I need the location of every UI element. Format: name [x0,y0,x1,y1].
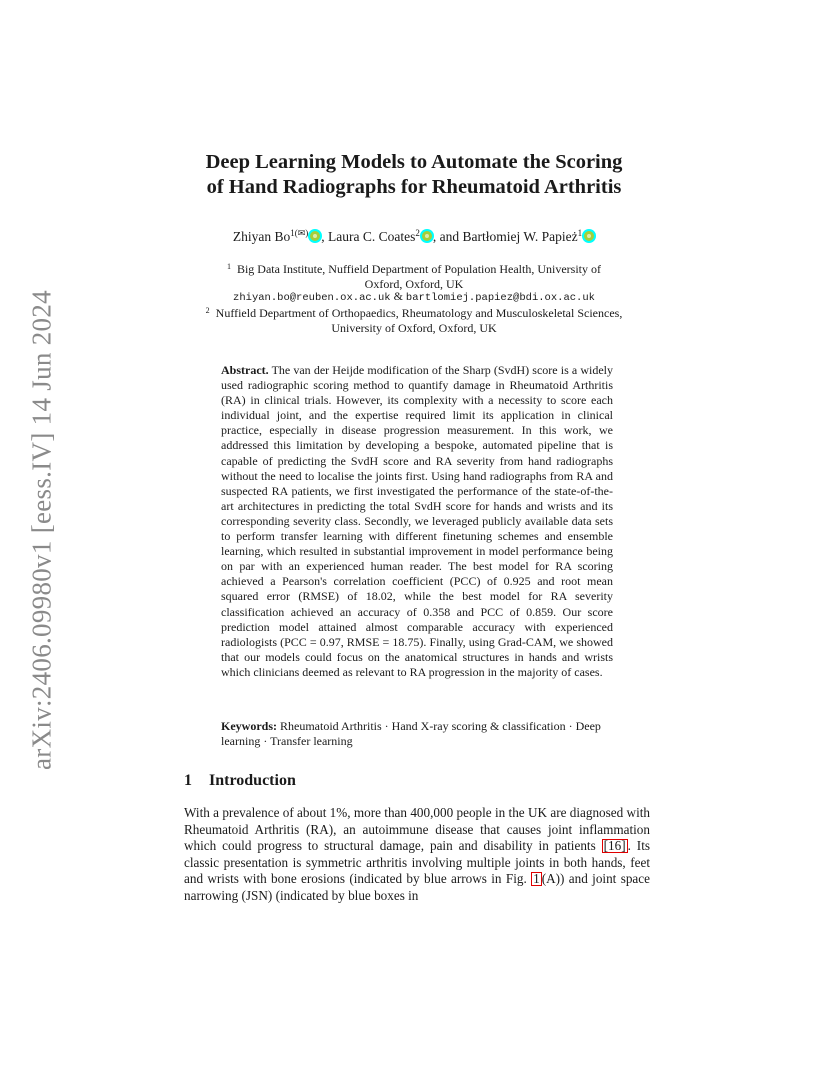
email-separator: & [390,289,406,303]
author-separator: , [321,229,329,244]
keywords [221,719,613,749]
email-link[interactable]: bartlomiej.papiez@bdi.ox.ac.uk [405,292,595,304]
keywords-text: Rheumatoid Arthritis · Hand X-ray scoring & classification · Deep learning · Transfer learning [221,719,601,749]
arxiv-identifier-stamp [22,290,62,770]
affiliation-1 [180,259,648,292]
intro-text: . Its classic presentation is symmetric arthritis involving multiple joints in both hands, feet and wrists with bone erosions (indicated by blue arrows in Fig. [184,838,650,887]
keywords-label: Keywords: [221,719,277,733]
author-affil-sup: 1 [290,228,295,238]
author-list [150,228,678,245]
paper-title [150,150,678,200]
abstract-label: Abstract. [221,363,269,377]
affiliation-line: Oxford, Oxford, UK [364,277,464,291]
intro-paragraph [184,805,650,905]
affiliation-number: 1 [226,262,231,271]
section-heading [184,772,296,790]
affiliation-number: 2 [205,306,210,315]
abstract-text: The van der Heijde modification of the Sharp (SvdH) score is a widely used radiographic scoring method to quantify damage in Rheumatoid Arthritis (RA) in clinical trials. However, its complexity with a necessity to score each individual joint, and the expertise required limit its application in clinical practice, especially in disease progression measurement. In this work, we addressed this limitation by developing a bespoke, automated pipeline that is capable of predicting the SvdH score and RA severity from hand radiographs without the need to localise the joints first. Using hand radiographs from RA and suspected RA patients, we first investigated the performance of the state-of-the-art architectures in predicting the total SvdH score for hands and wrists and its corresponding severity class. Secondly, we leveraged publicly available data sets to perform transfer learning with different finetuning schemes and ensemble learning, which resulted in substantial improvement in model performance being on par with an experienced human reader. The best model for RA scoring achieved a Pearson's correlation coefficient (PCC) of 0.925 and root mean squared error (RMSE) of 18.02, while the best model for RA severity classification achieved an accuracy of 0.358 and PCC of 0.859. Our score prediction model attained almost comparable accuracy with experienced radiologists (PCC = 0.97, RMSE = 18.75). Finally, using Grad-CAM, we showed that our models could focus on the anatomical structures in hands and wrists which clinicians deemed as relevant to RA progression in the majority of cases. [221,363,613,679]
envelope-icon: (✉) [294,228,309,238]
intro-text: With a prevalence of about 1%, more than 400,000 people in the UK are diagnosed with Rheumatoid Arthritis (RA), an autoimmune disease that causes joint inflammation which could progress to structural damage, pain and disability in patients [184,805,650,854]
orcid-icon[interactable] [583,230,595,242]
arxiv-stamp-text: arXiv:2406.09980v1 [eess.IV] 14 Jun 2024 [26,290,57,770]
title-line-1: Deep Learning Models to Automate the Scoring [205,151,623,173]
abstract [221,363,613,680]
figure-reference-link[interactable]: 1 [533,871,540,887]
email-link[interactable]: zhiyan.bo@reuben.ox.ac.uk [233,292,391,304]
section-title: Introduction [209,772,296,789]
orcid-icon[interactable] [421,230,433,242]
affiliation-line: Big Data Institute, Nuffield Department of Population Health, University of [236,262,602,276]
intro-text: (A)) and joint space narrowing (JSN) (indicated by blue boxes in [184,871,650,903]
section-number: 1 [184,772,192,789]
author-affil-sup: 1 [577,228,583,238]
author-name: Laura C. Coates [328,229,416,244]
orcid-icon[interactable] [309,230,321,242]
affiliation-2 [180,303,648,336]
author-affil-sup: 2 [415,228,420,238]
title-line-2: of Hand Radiographs for Rheumatoid Arthritis [206,176,622,198]
affiliation-line: Nuffield Department of Orthopaedics, Rheumatology and Musculoskeletal Sciences, [215,306,623,320]
author-separator: , and [432,229,463,244]
citation-link[interactable]: [16] [603,838,626,854]
author-name: Bartłomiej W. Papież [462,229,578,244]
author-name: Zhiyan Bo [232,229,291,244]
affiliation-line: University of Oxford, Oxford, UK [331,321,497,335]
